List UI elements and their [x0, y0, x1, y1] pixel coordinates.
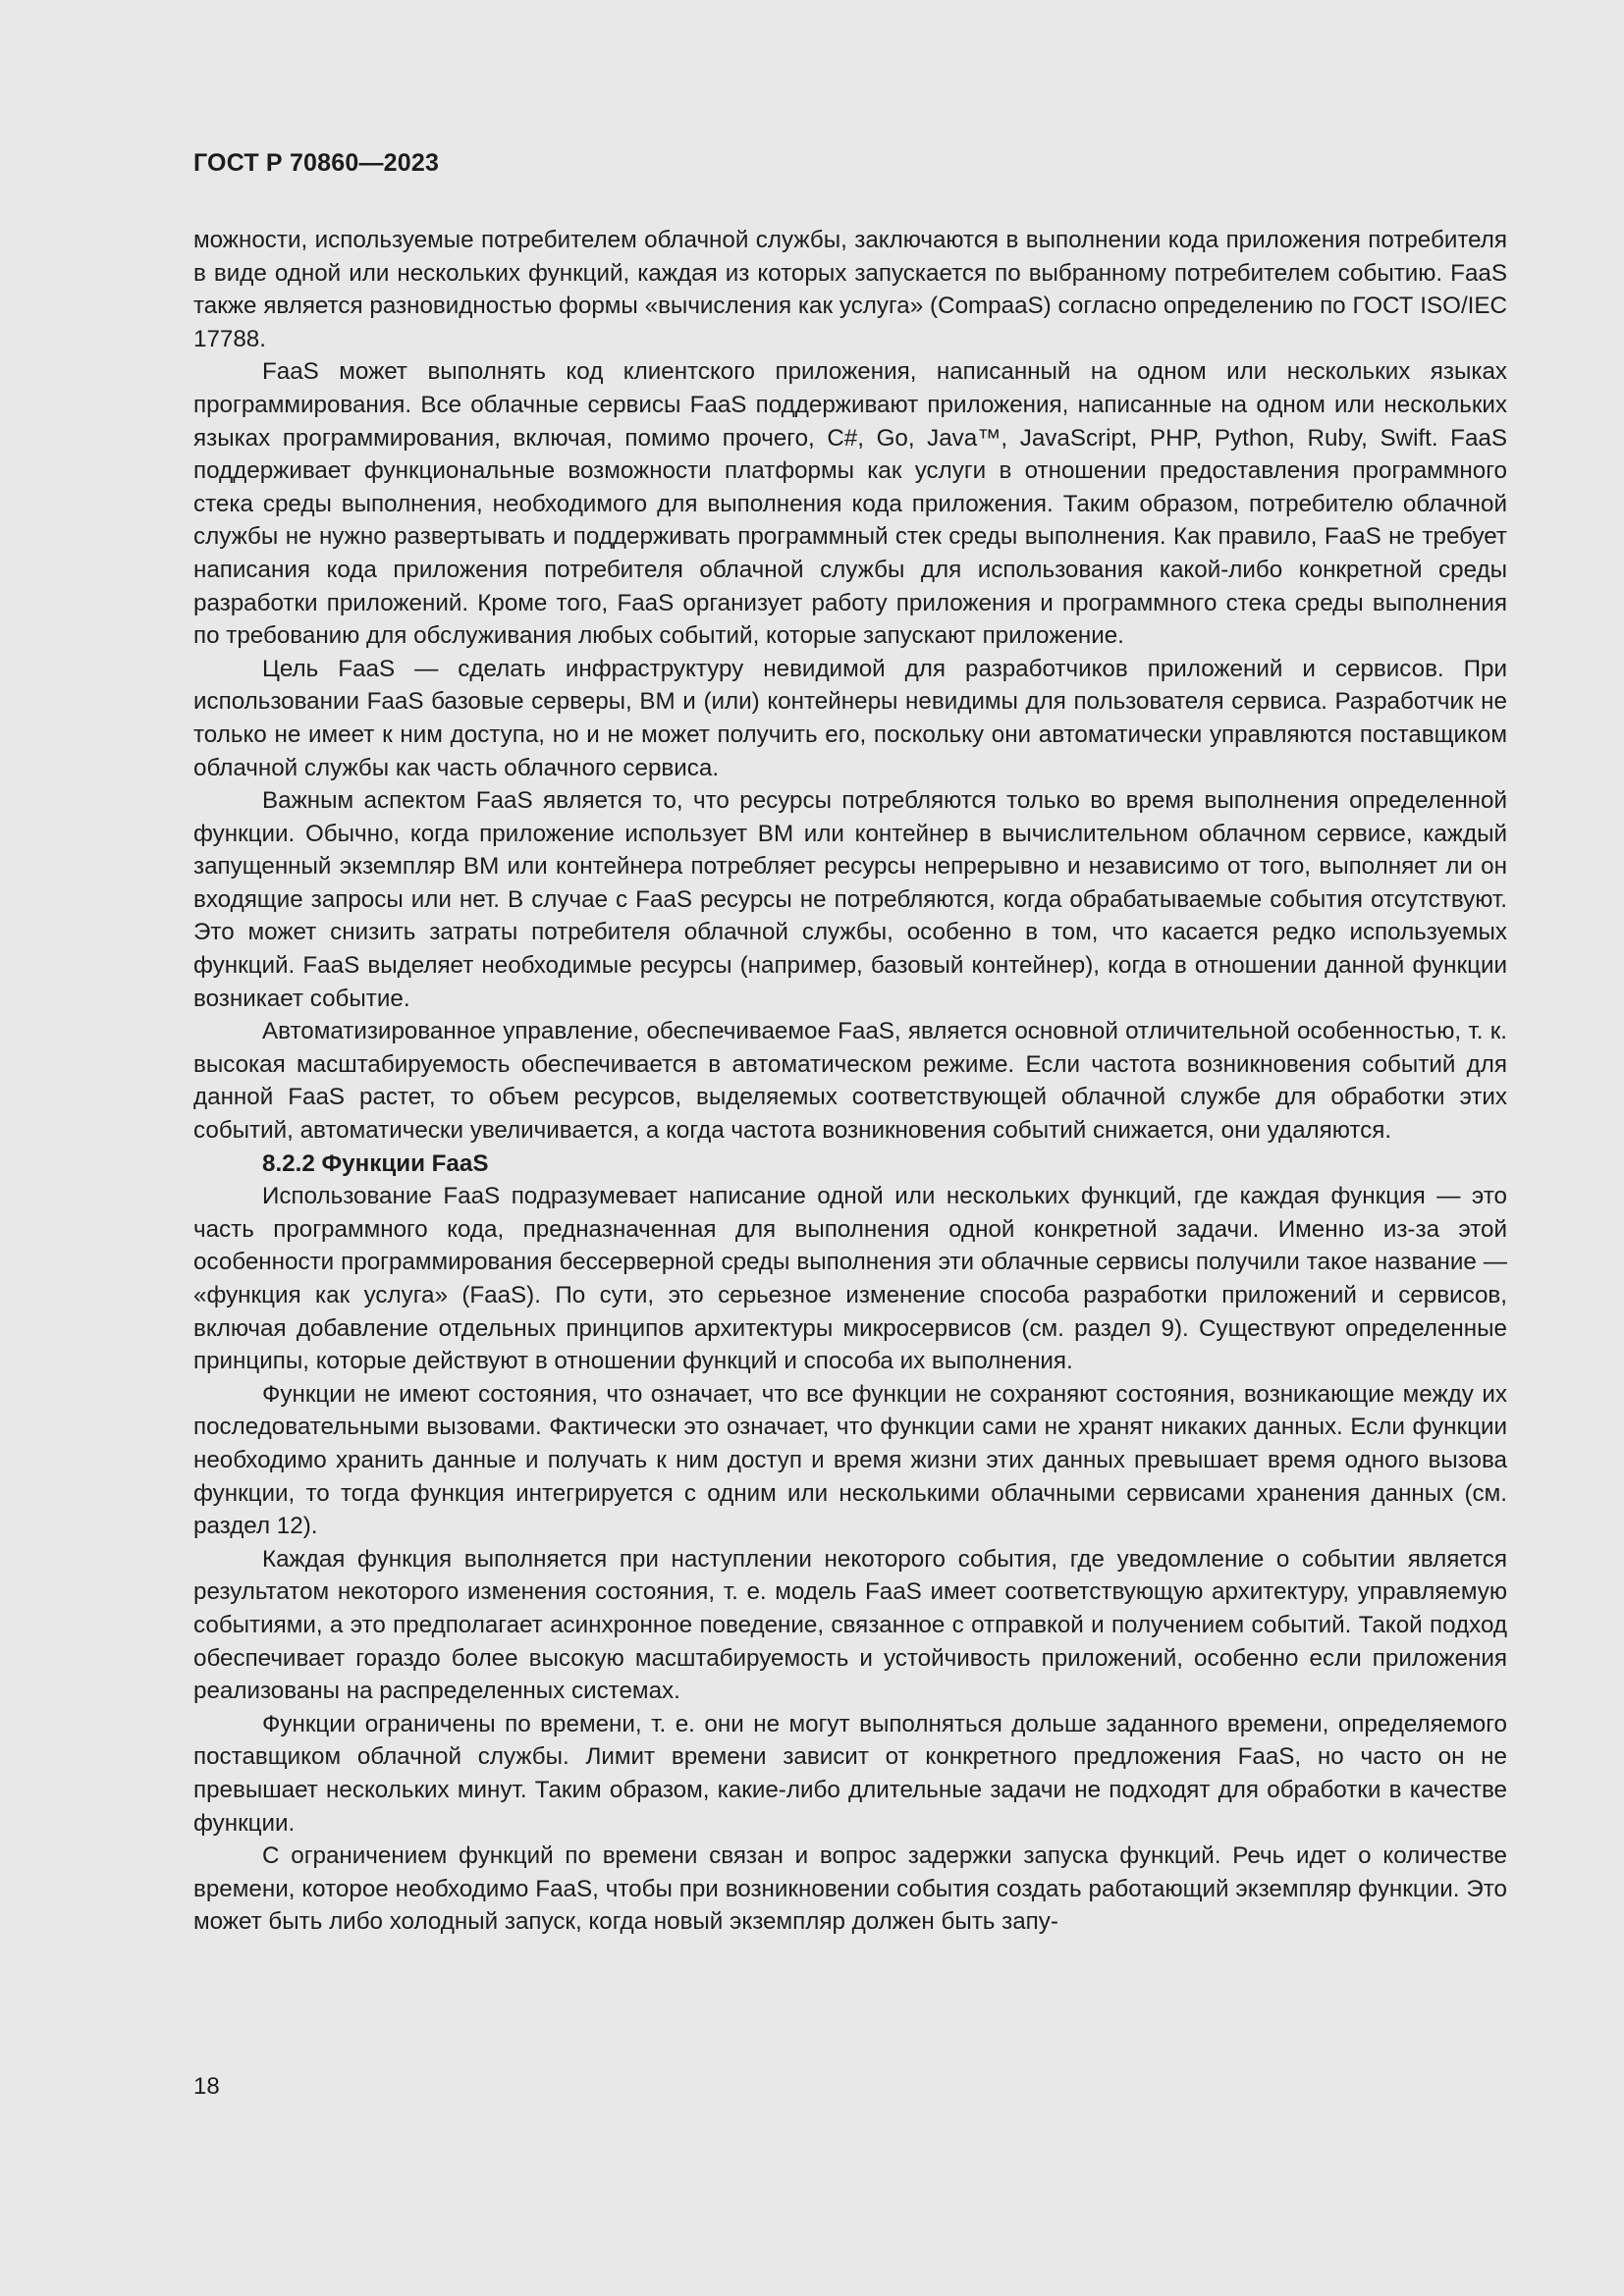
paragraph-faas-scaling: Автоматизированное управление, обеспечиваемое FaaS, является основной отличительной особенностью, т. к. высокая масштабируемость обеспечивается в автоматическом режиме. Если частота возникновения событий для данной FaaS растет, то объем ресурсов, выделяемых соответствующей облачной службе для обработки этих событий, автоматически увеличивается, а когда частота возникновения событий снижается, они удаляются.	[193, 1018, 1507, 1145]
paragraph-stateless-functions: Функции не имеют состояния, что означает, что все функции не сохраняют состояния, возникающие между их последовательными вызовами. Фактически это означает, что функции сами не хранят никаких данных. Если функции необходимо хранить данные и получать к ним доступ и время жизни этих данных превышает время одного вызова функции, то тогда функция интегрируется с одним или несколькими облачными сервисами хранения данных (см. раздел 12).	[193, 1380, 1507, 1540]
section-heading-faas-functions: 8.2.2 Функции FaaS	[262, 1149, 489, 1177]
paragraph-faas-goal: Цель FaaS — сделать инфраструктуру невидимой для разработчиков приложений и сервисов. При использовании FaaS базовые серверы, ВМ и (или) контейнеры невидимы для пользователя сервиса. Разработчик не только не имеет к ним доступа, но и не может получить его, поскольку они автоматически управляются поставщиком облачной службы как часть облачного сервиса.	[193, 655, 1507, 781]
document-body	[193, 224, 1507, 1939]
paragraph-event-driven: Каждая функция выполняется при наступлении некоторого события, где уведомление о событии является результатом некоторого изменения состояния, т. е. модель FaaS имеет соответствующую архитектуру, управляемую событиями, а это предполагает асинхронное поведение, связанное с отправкой и получением событий. Такой подход обеспечивает гораздо более высокую масштабируемость и устойчивость приложений, особенно если приложения реализованы на распределенных системах.	[193, 1545, 1507, 1705]
page-number: 18	[193, 2073, 220, 2100]
paragraph-faas-resources: Важным аспектом FaaS является то, что ресурсы потребляются только во время выполнения определенной функции. Обычно, когда приложение использует ВМ или контейнер в вычислительном облачном сервисе, каждый запущенный экземпляр ВМ или контейнера потребляет ресурсы непрерывно и независимо от того, выполняет ли он входящие запросы или нет. В случае с FaaS ресурсы не потребляются, когда обрабатываемые события отсутствуют. Это может снизить затраты потребителя облачной службы, особенно в том, что касается редко используемых функций. FaaS выделяет необходимые ресурсы (например, базовый контейнер), когда в отношении данной функции возникает событие.	[193, 787, 1507, 1012]
document-header-code: ГОСТ Р 70860—2023	[193, 149, 440, 177]
paragraph-faas-languages: FaaS может выполнять код клиентского приложения, написанный на одном или нескольких языках программирования. Все облачные сервисы FaaS поддерживают приложения, написанные на одном или нескольких языках программирования, включая, помимо прочего, C#, Go, Java™, JavaScript, PHP, Python, Ruby, Swift. FaaS поддерживает функциональные возможности платформы как услуги в отношении предоставления программного стека среды выполнения, необходимого для выполнения кода приложения. Таким образом, потребителю облачной службы не нужно развертывать и поддерживать программный стек среды выполнения. Как правило, FaaS не требует написания кода приложения потребителя облачной службы для использования какой-либо конкретной среды разработки приложений. Кроме того, FaaS организует работу приложения и программного стека среды выполнения по требованию для обслуживания любых событий, которые запускают приложение.	[193, 358, 1507, 650]
paragraph-faas-functions-intro: Использование FaaS подразумевает написание одной или нескольких функций, где каждая функция — это часть программного кода, предназначенная для выполнения одной конкретной задачи. Именно из-за этой особенности программирования бессерверной среды выполнения эти облачные сервисы получили такое название — «функция как услуга» (FaaS). По сути, это серьезное изменение способа разработки приложений и сервисов, включая добавление отдельных принципов архитектуры микросервисов (см. раздел 9). Существуют определенные принципы, которые действуют в отношении функций и способа их выполнения.	[193, 1183, 1507, 1375]
paragraph-cold-start: С ограничением функций по времени связан и вопрос задержки запуска функций. Речь идет о количестве времени, которое необходимо FaaS, чтобы при возникновении события создать работающий экземпляр функции. Это может быть либо холодный запуск, когда новый экземпляр должен быть запу-	[193, 1842, 1507, 1936]
paragraph-time-limited: Функции ограничены по времени, т. е. они не могут выполняться дольше заданного времени, определяемого поставщиком облачной службы. Лимит времени зависит от конкретного предложения FaaS, но часто он не превышает нескольких минут. Таким образом, какие-либо длительные задачи не подходят для обработки в качестве функции.	[193, 1710, 1507, 1837]
paragraph-continuation: можности, используемые потребителем облачной службы, заключаются в выполнении кода приложения потребителя в виде одной или нескольких функций, каждая из которых запускается по выбранному потребителем событию. FaaS также является разновидностью формы «вычисления как услуга» (CompaaS) согласно определению по ГОСТ ISO/IEC 17788.	[193, 227, 1507, 352]
